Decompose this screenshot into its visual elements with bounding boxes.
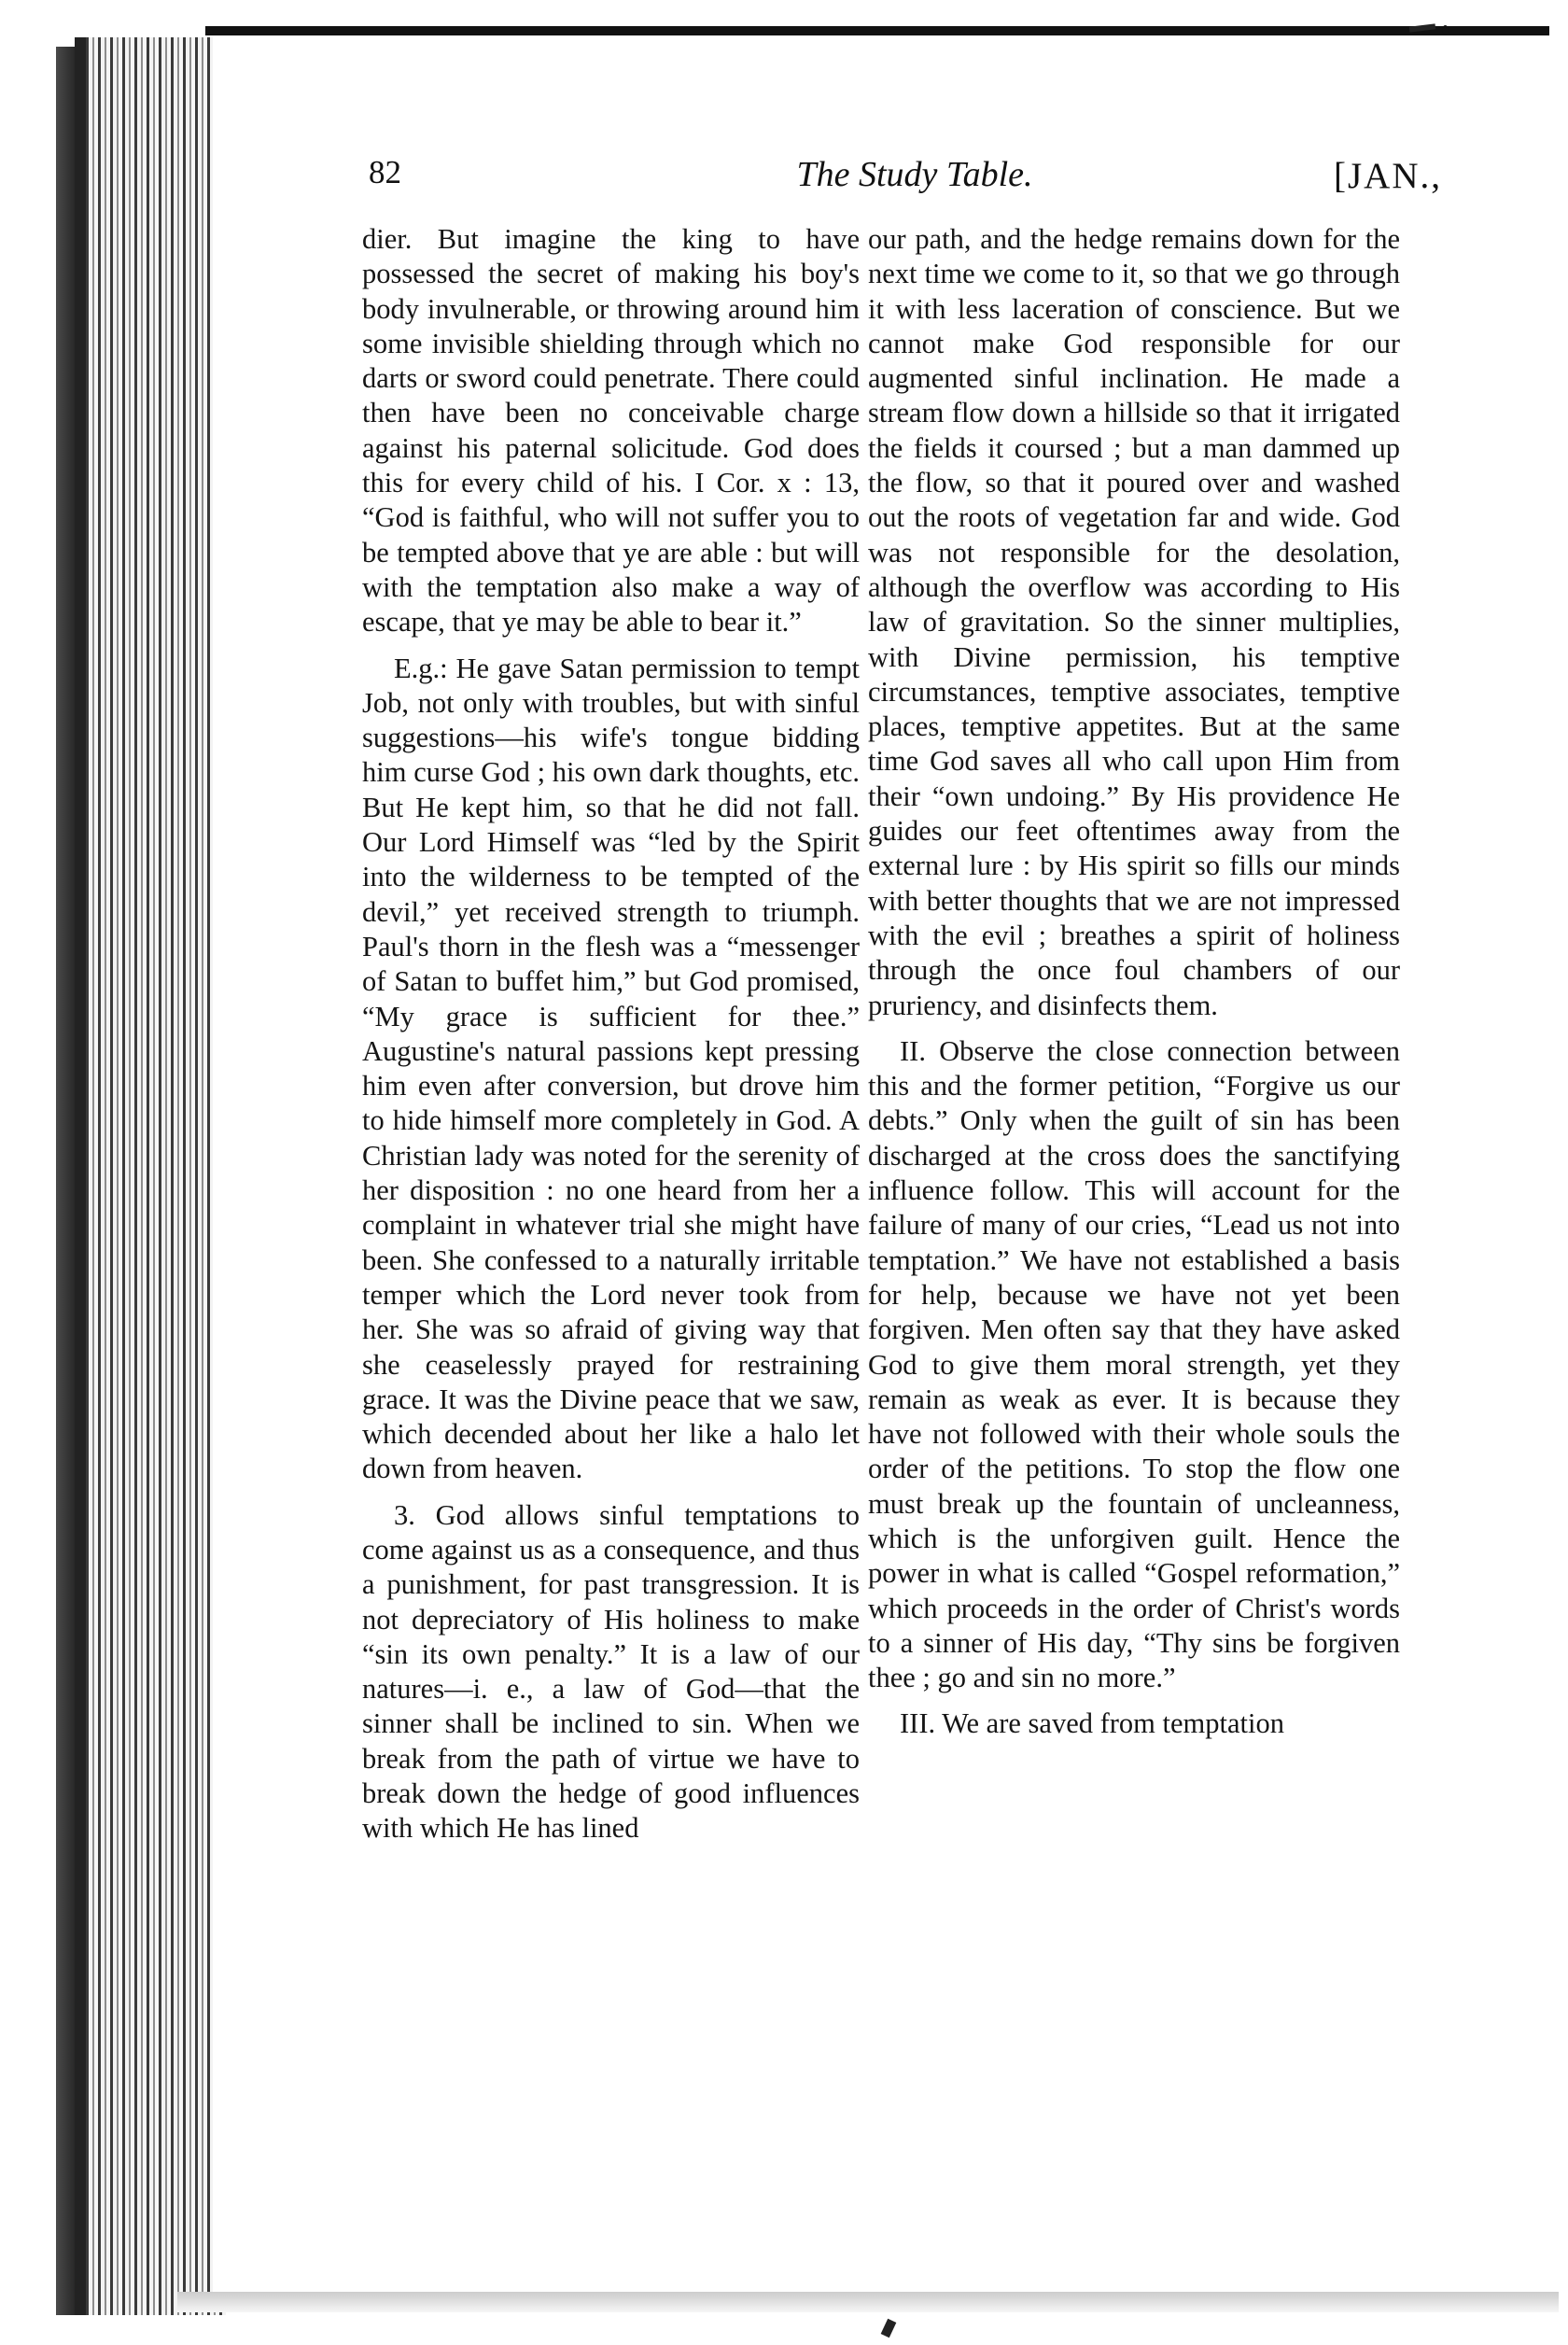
left-paragraph-2: E.g.: He gave Satan permission to tempt Job, not only with troubles, but with sinful suggestions—his wife's tongue bidding him curse God ; his own dark thoughts, etc. But He kept him, so that he did not fall. Our Lord Himself was “led by the Spirit into the wilderness to be tempted of the devil,” yet received strength to triumph. Paul's thorn in the flesh was a “messenger of Satan to buffet him,” but God promised, “My grace is sufficient for thee.” Augustine's natural passions kept pressing him even after conversion, but drove him to hide himself more completely in God. A Christian lady was noted for the serenity of her disposition : no one heard from her a complaint in whatever trial she might have been. She confessed to a naturally irritable temper which the Lord never took from her. She was so afraid of giving way that she ceaselessly prayed for restraining grace. It was the Divine peace that we saw, which decended about her like a halo let down from heaven. — [362, 652, 860, 1485]
page-bottom-shade — [177, 2292, 1559, 2312]
right-paragraph-1: our path, and the hedge remains down for the next time we come to it, so that we go through it with less laceration of conscience. But we cannot make God responsible for our augmented sinful inclination. He made a stream flow down a hillside so that it irrigated the fields it coursed ; but a man dammed up the flow, so that it poured over and washed out the roots of vegetation far and wide. God was not responsible for the desolation, although the overflow was according to His law of gravitation. So the sinner multiplies, with Divine permission, his temptive circumstances, temptive associates, temptive places, temptive appetites. But at the same time God saves all who call upon Him from their “own undoing.” By His providence He guides our feet oftentimes away from the external lure : by His spirit so fills our minds with better thoughts that we are not impressed with the evil ; breathes a spirit of holiness through the once foul chambers of our pruriency, and disinfects them. — [868, 223, 1400, 1021]
book-page-edges — [75, 37, 226, 2315]
scan-mark-bottom — [881, 2319, 897, 2338]
right-text-column — [868, 222, 1400, 1749]
right-paragraph-3: III. We are saved from temptation — [900, 1707, 1284, 1740]
left-paragraph-3: 3. God allows sinful temptations to come against us as a consequence, and thus a punishment, for past transgression. It is not depreciatory of His holiness to make “sin its own penalty.” It is a law of our natures—i. e., a law of God—that the sinner shall be inclined to sin. When we break from the path of virtue we have to break down the hedge of good influences with which He has lined — [362, 1498, 860, 1845]
right-paragraph-2: II. Observe the close connection between this and the former petition, “Forgive us our debts.” Only when the guilt of sin has been discharged at the cross does the sanctifying influence follow. This will account for the failure of many of our cries, “Lead us not into temptation.” We have not established a basis for help, because we have not yet been forgiven. Men often say that they have asked God to give them moral strength, yet they remain as weak as ever. It is because they have not followed with their whole souls the order of the petitions. To stop the flow one must break up the fountain of uncleanness, which is the unforgiven guilt. Hence the power in what is called “Gospel reformation,” which proceeds in the order of Christ's words to a sinner of His day, “Thy sins be forgiven thee ; go and sin no more.” — [868, 1034, 1400, 1694]
left-text-column — [362, 222, 860, 1854]
running-head — [369, 154, 1442, 210]
page-top-border — [205, 26, 1549, 35]
scan-mark-top-b — [1442, 25, 1449, 35]
left-paragraph-1: dier. But imagine the king to have possessed the secret of making his boy's body invulnerable, or throwing around him some invisible shielding through which no darts or sword could penetrate. There could then have been no conceivable charge against his paternal solicitude. God does this for every child of his. I Cor. x : 13, “God is faithful, who will not suffer you to be tempted above that ye are able : but will with the temptation also make a way of escape, that ye may be able to bear it.” — [362, 223, 860, 639]
journal-title: The Study Table. — [796, 155, 1033, 194]
issue-month: [JAN., — [1334, 156, 1442, 196]
page-number: 82 — [369, 154, 401, 190]
